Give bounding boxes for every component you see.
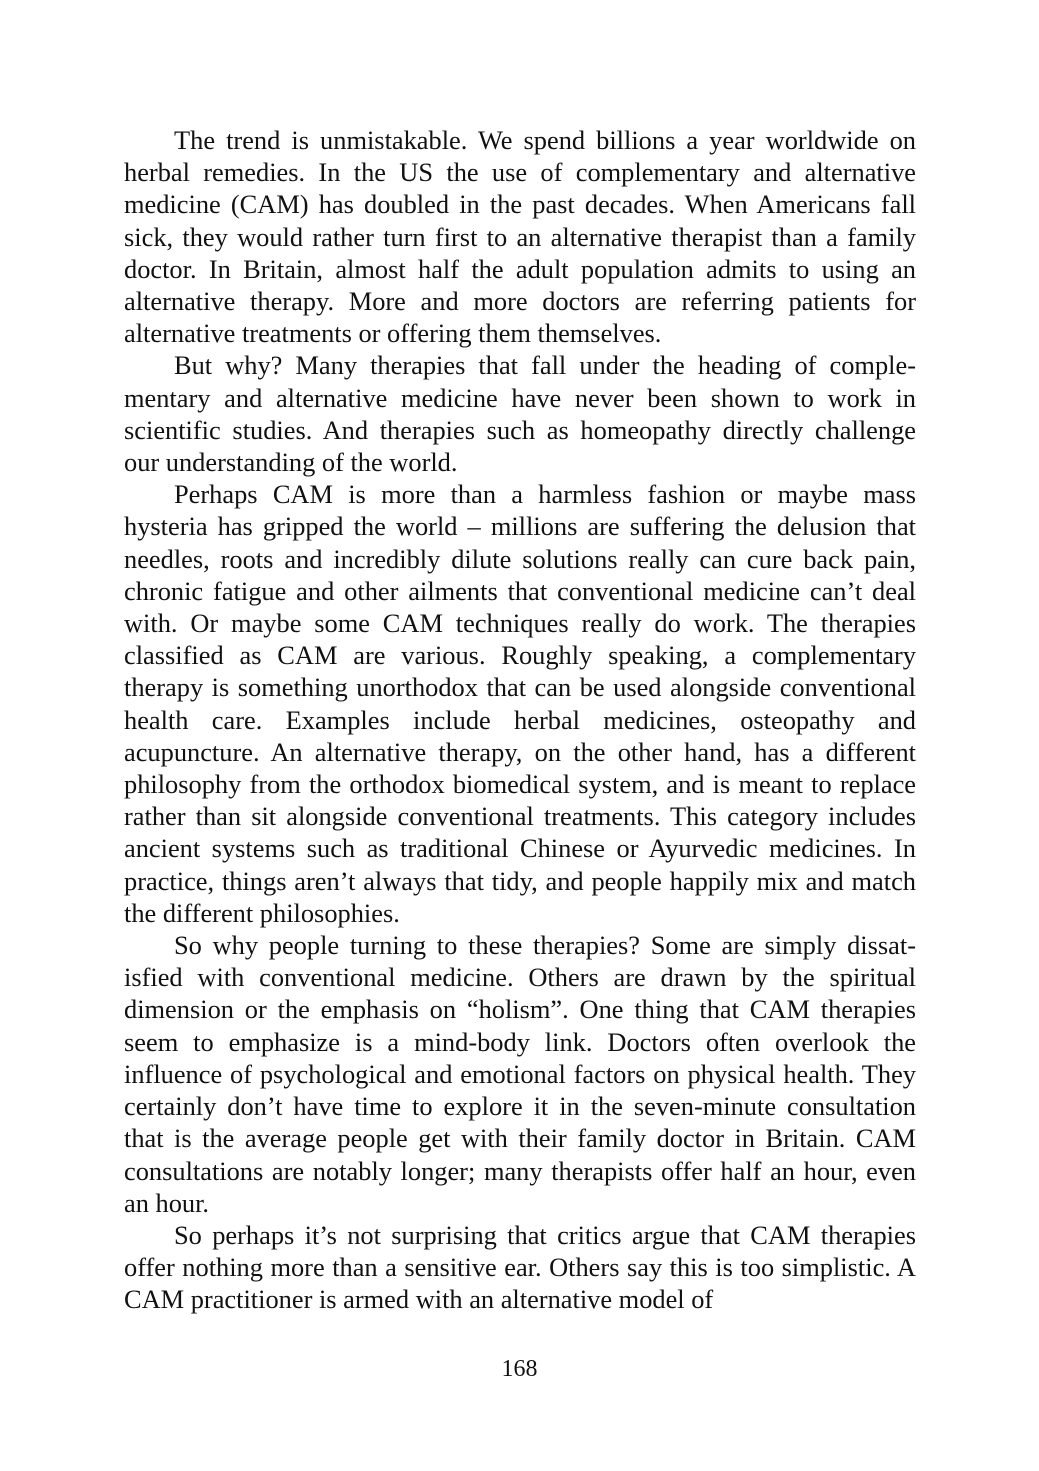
paragraph: So perhaps it’s not surprising that critics argue that CAM therapies offer nothing more than a sensitive ear. Others say this is too simplistic. A CAM practitioner is armed with an alternative model of xyxy=(124,1219,916,1315)
paragraph: But why? Many therapies that fall under the heading of complementary and alternative medicine have never been shown to work in scientific studies. And therapies such as homeopathy directly challenge our understanding of the world. xyxy=(124,350,916,478)
page-number: 168 xyxy=(501,1356,538,1382)
paragraph: The trend is unmistakable. We spend billions a year worldwide on herbal remedies. In the US the use of complementary and alternative medicine (CAM) has doubled in the past decades. When Americans fall sick, they would rather turn first to an alternative therapist than a family doctor. In Britain, almost half the adult population admits to using an alternative therapy. More and more doctors are referring patients for alternative treatments or offering them themselves. xyxy=(124,125,916,349)
paragraph: Perhaps CAM is more than a harmless fashion or maybe mass hysteria has gripped the world – millions are suffering the delusion that needles, roots and incredibly dilute solutions really can cure back pain, chronic fatigue and other ailments that conventional medicine can’t deal with. Or maybe some CAM techniques really do work. The therapies classified as CAM are various. Roughly speaking, a complementary therapy is something unorthodox that can be used alongside conventional health care. Examples include herbal medicines, osteopathy and acupuncture. An alternative therapy, on the other hand, has a different philosophy from the orthodox biomedical system, and is meant to replace rather than sit alongside conventional treatments. This category includes ancient systems such as traditional Chinese or Ayurvedic medicines. In practice, things aren’t always that tidy, and people happily mix and match the different philosophies. xyxy=(124,479,916,928)
page-body xyxy=(124,124,916,1316)
paragraph: So why people turning to these therapies? Some are simply dissatisfied with conventional medicine. Others are drawn by the spiritual dimension or the emphasis on “holism”. One thing that CAM therapies seem to emphasize is a mind-body link. Doctors often overlook the influence of psychological and emotional factors on physical health. They certainly don’t have time to explore it in the seven-minute consultation that is the average people get with their family doctor in Britain. CAM consultations are notably longer; many therapists offer half an hour, even an hour. xyxy=(124,930,916,1218)
